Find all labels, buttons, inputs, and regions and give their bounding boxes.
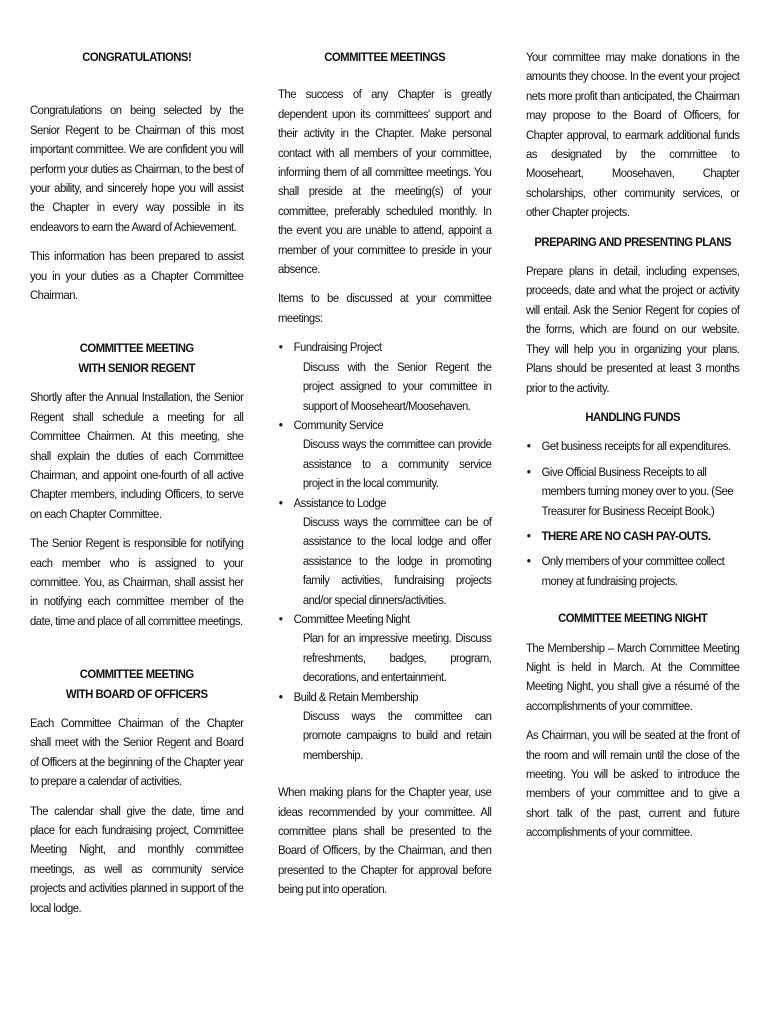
board-paragraph-1: Each Committee Chairman of the Chapter shall meet with the Senior Regent and Board of Officers at the beginning of the Chapter year to prepare a calendar of activities. [30, 715, 244, 789]
purpose-paragraph: This information has been prepared to assist you in your duties as a Chapter Committee Chairman. [30, 249, 244, 303]
column-left [30, 48, 243, 918]
list-item [278, 494, 491, 610]
list-item [278, 416, 491, 494]
handling-funds-list [526, 437, 739, 591]
list-item [278, 688, 491, 766]
preparing-plans-heading: PREPARING AND PRESENTING PLANS [534, 234, 732, 249]
list-item-title: • Community Service [278, 416, 491, 435]
board-heading-line1: COMMITTEE MEETING [79, 667, 194, 682]
discussion-items-list [278, 338, 491, 765]
preparing-plans-paragraph: Prepare plans in detail, including expenses, proceeds, date and what the project or activity will entail. Ask the Senior Regent for copies of the forms, which are found on our website. They will help you in organizing your plans. Plans should be presented at least 3 months prior to the activity. [526, 264, 740, 395]
list-item-description: Plan for an impressive meeting. Discuss refreshments, badges, program, decorations, and entertainment. [302, 631, 492, 685]
list-item-description: Discuss ways the committee can promote campaigns to build and retain membership. [302, 709, 492, 762]
list-item-title: • Fundraising Project [278, 338, 491, 357]
column-right [526, 48, 739, 843]
meeting-night-paragraph-1: The Membership – March Committee Meeting Night is held in March. At the Committee Meeting Night, you shall give a résumé of the accomplishments of your committee. [526, 640, 740, 713]
congratulations-paragraph: Congratulations on being selected by the Senior Regent to be Chairman of this most important committee. We are confident you will perform your duties as Chairman, to the best of your ability, and sincerely hope you will assist the Chapter in every way possible in its endeavors to earn the Award of Achievement. [30, 103, 244, 234]
column-middle [278, 48, 491, 900]
list-item: • THERE ARE NO CASH PAY-OUTS. [526, 527, 739, 546]
items-intro-paragraph: Items to be discussed at your committee meetings: [278, 291, 492, 325]
list-item: • Only members of your committee collect money at fundraising projects. [526, 552, 739, 591]
list-item-title: • Committee Meeting Night [278, 610, 491, 629]
committee-meetings-paragraph: The success of any Chapter is greatly dependent upon its committees' support and their activity in the Chapter. Make personal contact with all members of your committee, informing them of all committee meetings. You shall preside at the meeting(s) of your committee, preferably scheduled monthly. In the event you are unable to attend, appoint a member of your committee to preside in your absence. [278, 87, 492, 277]
list-item-description: Discuss ways the committee can provide assistance to a community service project in the local community. [302, 437, 492, 491]
list-item-title: • Build & Retain Membership [278, 688, 491, 707]
list-item: • Get business receipts for all expenditures. [526, 437, 739, 456]
meeting-night-paragraph-2: As Chairman, you will be seated at the front of the room and will remain until the close of the meeting. You will be asked to introduce the members of your committee and to give a short talk of the past, current and future accomplishments of your committee. [526, 728, 740, 840]
board-paragraph-2: The calendar shall give the date, time and place for each fundraising project, Committee Meeting Night, and monthly committee meetings, as well as community service projects and activities planned in support of the local lodge. [30, 803, 244, 915]
list-item-description: Discuss with the Senior Regent the project assigned to your committee in support of Mooseheart/Moosehaven. [302, 359, 492, 413]
senior-regent-heading-line2: WITH SENIOR REGENT [78, 360, 196, 375]
planning-paragraph: When making plans for the Chapter year, use ideas recommended by your committee. All committee plans shall be presented to the Board of Officers, by the Chairman, and then presented to the Chapter for approval before being put into operation. [278, 785, 492, 897]
congratulations-heading: CONGRATULATIONS! [82, 50, 192, 64]
meeting-night-heading: COMMITTEE MEETING NIGHT [558, 611, 708, 626]
senior-regent-heading-line1: COMMITTEE MEETING [79, 341, 194, 356]
list-item-description: Discuss ways the committee can be of assistance to the local lodge and offer assistance to the lodge in promoting family activities, fundraising projects and/or special dinners/activities. [302, 514, 492, 607]
list-item [278, 610, 491, 688]
list-item-title: • Assistance to Lodge [278, 494, 491, 513]
senior-regent-paragraph-2: The Senior Regent is responsible for notifying each member who is assigned to your committee. You, as Chairman, shall assist her in notifying each committee member of the date, time and place of all committee meetings. [30, 536, 244, 628]
list-item [278, 338, 491, 416]
committee-meetings-heading: COMMITTEE MEETINGS [324, 50, 446, 64]
list-item: • Give Official Business Receipts to all members turning money over to you. (See Treasurer for Business Receipt Book.) [526, 463, 739, 521]
senior-regent-paragraph-1: Shortly after the Annual Installation, the Senior Regent shall schedule a meeting for all Committee Chairmen. At this meeting, she shall explain the duties of each Committee Chairman, and appoint one-fourth of all active Chapter members, including Officers, to serve on each Chapter Committee. [30, 390, 244, 521]
donations-paragraph: Your committee may make donations in the amounts they choose. In the event your project nets more profit than anticipated, the Chairman may propose to the Board of Officers, for Chapter approval, to earmark additional funds as designated by the committee to Mooseheart, Moosehaven, Chapter scholarships, other community services, or other Chapter projects. [526, 50, 740, 220]
handling-funds-heading: HANDLING FUNDS [585, 409, 681, 424]
board-heading-line2: WITH BOARD OF OFFICERS [65, 686, 208, 701]
